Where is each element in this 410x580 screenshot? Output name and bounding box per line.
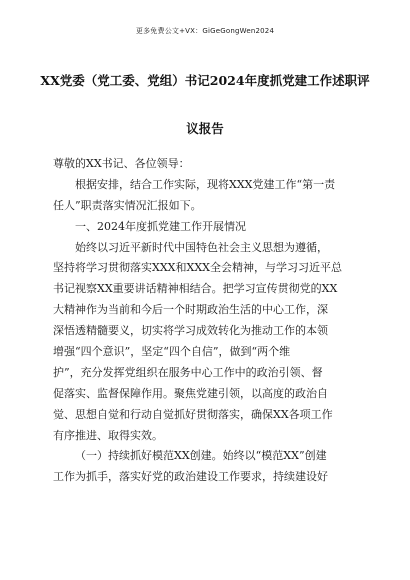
section-heading: 一、2024年度抓党建工作开展情况 [75, 219, 246, 233]
intro-line-1: 根据安排，结合工作实际，现将XXX党建工作“第一责 [75, 177, 336, 191]
paragraph-line: 增强“四个意识”，坚定“四个自信”，做到“两个维 [53, 345, 291, 359]
paragraph-line: 大精神作为当前和今后一个时期政治生活的中心工作，深 [53, 303, 328, 317]
document-body [53, 154, 363, 488]
paragraph-line: （一）持续抓好模范XX创建。始终以“模范XX”创建 [75, 449, 327, 463]
header-note: 更多免费公文+VX：GiGeGongWen2024 [135, 27, 275, 35]
paragraph-line: 促落实、监督保障作用。聚焦党建引领，以高度的政治自 [53, 386, 328, 400]
paragraph-line: 护”，充分发挥党组织在服务中心工作中的政治引领、督 [53, 365, 323, 379]
paragraph-line: 书记视察XX重要讲话精神相结合。把学习宣传贯彻党的XX [53, 282, 338, 296]
paragraph-line: 始终以习近平新时代中国特色社会主义思想为遵循， [75, 240, 328, 254]
paragraph-line: 工作为抓手，落实好党的政治建设工作要求，持续建设好 [53, 470, 328, 484]
intro-line-2: 任人”职责落实情况汇报如下。 [53, 198, 202, 212]
paragraph-line: 坚持将学习贯彻落实XXX和XXX全会精神，与学习习近平总 [53, 261, 342, 275]
paragraph-line: 觉、思想自觉和行动自觉抓好贯彻落实，确保XX各项工作 [53, 407, 333, 421]
paragraph-line: 深悟透精髓要义，切实将学习成效转化为推动工作的本领 [53, 324, 328, 338]
document-title-line-2: 议报告 [186, 121, 224, 136]
salutation: 尊敬的XX书记、各位领导： [53, 157, 190, 170]
document-title-line-1: XX党委（党工委、党组）书记2024年度抓党建工作述职评 [40, 73, 370, 88]
paragraph-line: 有序推进、取得实效。 [53, 428, 163, 442]
